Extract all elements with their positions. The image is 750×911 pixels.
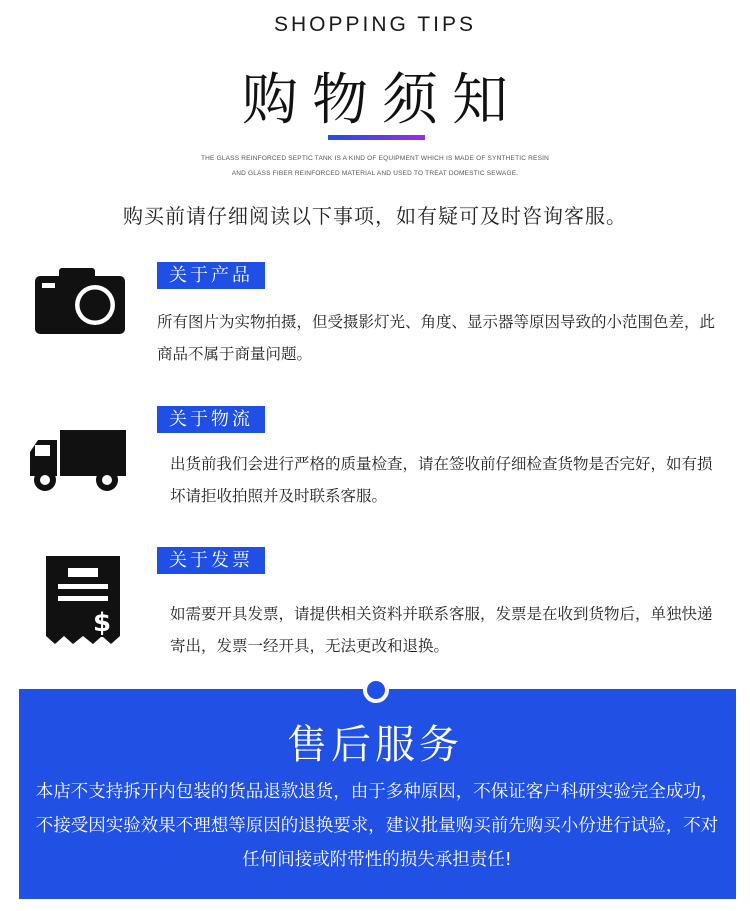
camera-icon — [35, 268, 125, 338]
after-sales-title: 售后服务 — [287, 722, 463, 768]
section-text-product: 所有图片为实物拍摄，但受摄影灯光、角度、显示器等原因导致的小范围色差，此商品不属于商量问题。 — [157, 313, 716, 363]
section-title-english: SHOPPING TIPS — [274, 13, 476, 36]
panel-dot-icon — [363, 677, 389, 703]
page-title: 购物须知 — [242, 68, 522, 133]
title-underline — [328, 135, 425, 140]
intro-text: 购买前请仔细阅读以下事项，如有疑可及时咨询客服。 — [123, 204, 627, 228]
tagline-line-1: THE GLASS REINFORCED SEPTIC TANK IS A KIND OF EQUIPMENT WHICH IS MADE OF SYNTHETIC RESIN — [200, 155, 550, 162]
section-badge-product: 关于产品 — [157, 262, 265, 289]
invoice-icon — [46, 556, 120, 648]
section-text-invoice: 如需要开具发票，请提供相关资料并联系客服，发票是在收到货物后，单独快递寄出，发票一经开具，无法更改和退换。 — [170, 605, 713, 655]
truck-icon — [30, 430, 126, 498]
svg-text:$: $ — [92, 608, 112, 638]
section-badge-invoice: 关于发票 — [157, 547, 265, 574]
section-text-logistics: 出货前我们会进行严格的质量检查，请在签收前仔细检查货物是否完好，如有损坏请拒收拍照并及时联系客服。 — [170, 455, 713, 505]
after-sales-text: 本店不支持拆开内包装的货品退款退货，由于多种原因，不保证客户科研实验完全成功，不接受因实验效果不理想等原因的退换要求，建议批量购买前先购买小份进行试验，不对任何间接或附带性的损失承担责任! — [35, 782, 719, 870]
tagline-line-2: AND GLASS FIBER REINFORCED MATERIAL AND USED TO TREAT DOMESTIC SEWAGE. — [231, 170, 519, 177]
section-badge-logistics: 关于物流 — [157, 406, 265, 433]
